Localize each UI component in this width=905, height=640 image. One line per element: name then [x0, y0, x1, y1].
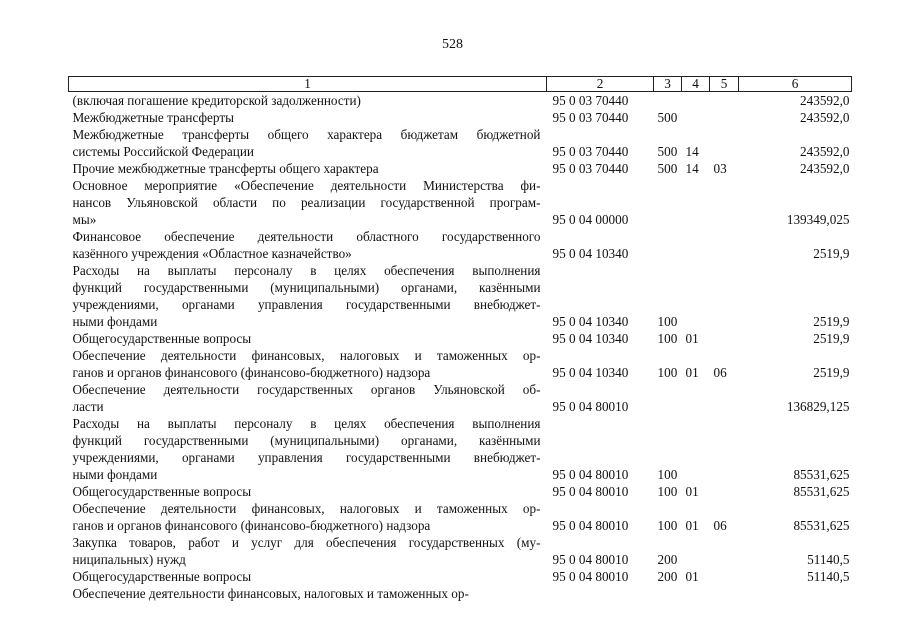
table-row [69, 330, 852, 347]
table-row [69, 534, 852, 568]
row-col-4: 01 [685, 484, 699, 499]
row-description [69, 262, 547, 330]
row-code: 95 0 04 10340 [552, 365, 629, 380]
description-line: Межбюджетные трансферты [72, 110, 234, 125]
description-line: ными фондами [72, 314, 158, 329]
description-line: Обеспечение деятельности государственных органов Ульяновской об- [72, 382, 541, 397]
description-line: Расходы на выплаты персоналу в целях обеспечения выполнения [72, 263, 541, 278]
table-row [69, 500, 852, 534]
table-row [69, 109, 852, 126]
row-col-5 [710, 483, 739, 500]
row-amount: 85531,625 [793, 518, 850, 533]
description-line: Обеспечение деятельности финансовых, налоговых и таможенных ор- [72, 501, 541, 516]
row-col-3 [654, 92, 682, 110]
row-col-4 [682, 262, 710, 330]
row-col-5 [710, 109, 739, 126]
row-description [69, 92, 547, 110]
row-col-4: 01 [685, 518, 699, 533]
row-description [69, 585, 547, 602]
row-amount: 243592,0 [800, 110, 850, 125]
row-description [69, 415, 547, 483]
budget-table [68, 76, 852, 602]
row-col-5 [710, 534, 739, 568]
row-col-5 [710, 126, 739, 160]
row-col-4: 01 [685, 365, 699, 380]
row-description [69, 381, 547, 415]
description-line: ласти [72, 399, 104, 414]
row-col-4 [682, 92, 710, 110]
row-description [69, 534, 547, 568]
row-col-5 [710, 381, 739, 415]
description-line: ганов и органов финансового (финансово-бюджетного) надзора [72, 365, 431, 380]
row-col-3: 100 [657, 365, 678, 380]
row-description [69, 483, 547, 500]
row-amount: 2519,9 [813, 331, 850, 346]
row-col-3: 200 [657, 552, 678, 567]
description-line: учреждениями, органами управления государственными внебюджет- [72, 297, 541, 312]
description-line: функций государственными (муниципальными) органами, казёнными [72, 280, 541, 295]
row-code: 95 0 04 00000 [552, 212, 629, 227]
row-amount [739, 585, 852, 602]
table-row [69, 568, 852, 585]
description-line: Общегосударственные вопросы [72, 331, 252, 346]
table-header [69, 77, 852, 92]
row-col-3 [654, 228, 682, 262]
row-col-3: 200 [657, 569, 678, 584]
row-code: 95 0 04 80010 [552, 569, 629, 584]
table-row [69, 483, 852, 500]
row-col-3: 100 [657, 484, 678, 499]
header-col-6: 6 [739, 77, 852, 92]
row-col-4 [682, 534, 710, 568]
description-line: Расходы на выплаты персоналу в целях обеспечения выполнения [72, 416, 541, 431]
row-amount: 243592,0 [800, 144, 850, 159]
row-description [69, 500, 547, 534]
row-col-5: 03 [713, 161, 727, 176]
row-col-4 [682, 585, 710, 602]
row-amount: 2519,9 [813, 365, 850, 380]
description-line: системы Российской Федерации [72, 144, 254, 159]
row-amount: 243592,0 [800, 93, 850, 108]
table-row [69, 381, 852, 415]
description-line: Основное мероприятие «Обеспечение деятельности Министерства фи- [72, 178, 541, 193]
header-col-3: 3 [654, 77, 682, 92]
row-code: 95 0 03 70440 [552, 144, 629, 159]
row-col-3: 100 [657, 467, 678, 482]
table-row [69, 585, 852, 602]
table-body [69, 92, 852, 603]
row-amount: 85531,625 [793, 484, 850, 499]
table-row [69, 92, 852, 110]
row-description [69, 160, 547, 177]
row-col-4 [682, 177, 710, 228]
row-col-5 [710, 568, 739, 585]
row-col-3: 500 [657, 161, 678, 176]
row-code: 95 0 04 10340 [552, 331, 629, 346]
row-col-5: 06 [713, 518, 727, 533]
row-description [69, 568, 547, 585]
row-col-4 [682, 415, 710, 483]
header-col-1: 1 [69, 77, 547, 92]
row-col-5 [710, 330, 739, 347]
row-code: 95 0 04 80010 [552, 484, 629, 499]
table-row [69, 415, 852, 483]
row-col-3 [654, 585, 682, 602]
row-code: 95 0 04 80010 [552, 552, 629, 567]
row-col-3: 500 [657, 110, 678, 125]
description-line: (включая погашение кредиторской задолженности) [72, 93, 361, 108]
description-line: Общегосударственные вопросы [72, 569, 252, 584]
row-col-5 [710, 585, 739, 602]
row-code: 95 0 03 70440 [552, 110, 629, 125]
row-code: 95 0 04 80010 [552, 399, 629, 414]
row-amount: 51140,5 [807, 569, 850, 584]
row-code [547, 585, 654, 602]
row-amount: 2519,9 [813, 314, 850, 329]
row-col-4 [682, 381, 710, 415]
row-col-4: 14 [685, 161, 699, 176]
description-line: Обеспечение деятельности финансовых, налоговых и таможенных ор- [72, 348, 541, 363]
row-description [69, 109, 547, 126]
row-col-3: 100 [657, 331, 678, 346]
description-line: Финансовое обеспечение деятельности областного государственного [72, 229, 541, 244]
description-line: учреждениями, органами управления государственными внебюджет- [72, 450, 541, 465]
row-code: 95 0 03 70440 [552, 161, 629, 176]
row-col-5: 06 [713, 365, 727, 380]
description-line: казённого учреждения «Областное казначейство» [72, 246, 352, 261]
row-code: 95 0 04 80010 [552, 467, 629, 482]
row-code: 95 0 03 70440 [552, 93, 629, 108]
row-col-3: 500 [657, 144, 678, 159]
row-description [69, 330, 547, 347]
row-description [69, 126, 547, 160]
row-description [69, 228, 547, 262]
table-row [69, 177, 852, 228]
description-line: Обеспечение деятельности финансовых, налоговых и таможенных ор- [72, 586, 469, 601]
row-description [69, 347, 547, 381]
row-col-5 [710, 228, 739, 262]
row-amount: 139349,025 [786, 212, 850, 227]
row-amount: 85531,625 [793, 467, 850, 482]
table-row [69, 160, 852, 177]
row-amount: 51140,5 [807, 552, 850, 567]
row-col-3: 100 [657, 518, 678, 533]
row-col-5 [710, 262, 739, 330]
row-col-4: 14 [685, 144, 699, 159]
row-code: 95 0 04 80010 [552, 518, 629, 533]
table-row [69, 228, 852, 262]
row-col-3 [654, 177, 682, 228]
description-line: нансов Ульяновской области по реализации государственной програм- [72, 195, 541, 210]
row-col-4 [682, 109, 710, 126]
row-col-3: 100 [657, 314, 678, 329]
description-line: мы» [72, 212, 97, 227]
row-amount: 136829,125 [786, 399, 850, 414]
description-line: Межбюджетные трансферты общего характера бюджетам бюджетной [72, 127, 541, 142]
description-line: ниципальных) нужд [72, 552, 186, 567]
row-code: 95 0 04 10340 [552, 246, 629, 261]
row-code: 95 0 04 10340 [552, 314, 629, 329]
description-line: функций государственными (муниципальными) органами, казёнными [72, 433, 541, 448]
description-line: Закупка товаров, работ и услуг для обеспечения государственных (му- [72, 535, 541, 550]
description-line: ганов и органов финансового (финансово-бюджетного) надзора [72, 518, 431, 533]
header-col-5: 5 [710, 77, 739, 92]
row-col-5 [710, 415, 739, 483]
description-line: Общегосударственные вопросы [72, 484, 252, 499]
page-number: 528 [442, 37, 463, 52]
description-line: Прочие межбюджетные трансферты общего характера [72, 161, 379, 176]
table-row [69, 126, 852, 160]
header-col-4: 4 [682, 77, 710, 92]
row-amount: 2519,9 [813, 246, 850, 261]
row-col-3 [654, 381, 682, 415]
row-col-5 [710, 92, 739, 110]
description-line: ными фондами [72, 467, 158, 482]
row-description [69, 177, 547, 228]
row-col-5 [710, 177, 739, 228]
row-col-4: 01 [685, 569, 699, 584]
table-row [69, 262, 852, 330]
header-col-2: 2 [547, 77, 654, 92]
row-col-4 [682, 228, 710, 262]
row-col-4: 01 [685, 331, 699, 346]
table-row [69, 347, 852, 381]
row-amount: 243592,0 [800, 161, 850, 176]
